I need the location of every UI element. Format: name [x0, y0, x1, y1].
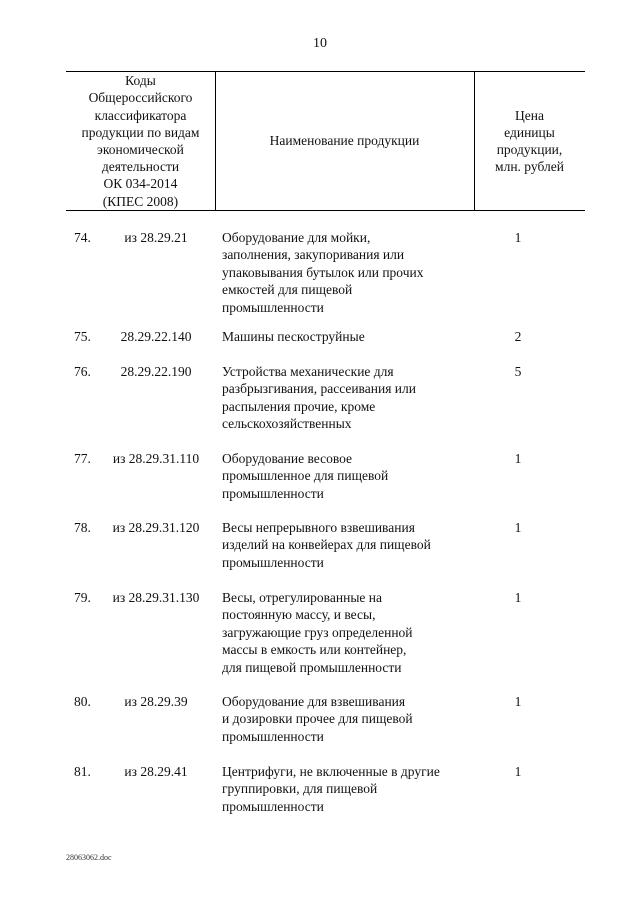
- row-code: 28.29.22.140: [120, 329, 192, 344]
- row-name-line: Оборудование весовое: [222, 451, 353, 466]
- row-name-line: Машины пескоструйные: [222, 329, 365, 344]
- header-price-line: единицы: [504, 124, 555, 140]
- row-number: 80.: [74, 694, 91, 709]
- row-name-line: сельскохозяйственных: [222, 416, 352, 432]
- row-price: 1: [514, 230, 522, 245]
- row-name-line: Оборудование для взвешивания: [222, 694, 406, 709]
- row-name: [222, 519, 467, 571]
- row-name-line: и дозировки прочее для пищевой: [222, 711, 413, 727]
- row-code: из 28.29.21: [124, 230, 188, 245]
- row-code: из 28.29.31.120: [112, 520, 200, 535]
- row-name-line: промышленности: [222, 798, 324, 814]
- row-name-line: загружающие груз определенной: [222, 624, 413, 640]
- header-price-line: Цена: [515, 107, 544, 123]
- row-name: [222, 229, 467, 316]
- header-codes-line: деятельности: [101, 159, 180, 175]
- header-price-line: продукции,: [496, 142, 563, 157]
- row-number: 79.: [74, 590, 91, 605]
- row-name: [222, 363, 467, 433]
- row-price: 1: [514, 451, 522, 466]
- row-name-line: упаковывания бутылок или прочих: [222, 264, 424, 280]
- row-price: 1: [514, 764, 522, 779]
- header-codes-line: ОК 034-2014: [103, 176, 178, 192]
- row-name-line: промышленное для пищевой: [222, 468, 389, 484]
- header-codes-line: Общероссийского: [88, 90, 193, 106]
- row-price: 5: [514, 364, 522, 379]
- row-number: 78.: [74, 520, 91, 535]
- row-name-line: группировки, для пищевой: [222, 781, 378, 797]
- row-code: 28.29.22.190: [120, 364, 192, 379]
- row-name-line: Центрифуги, не включенные в другие: [222, 764, 440, 779]
- row-name: [222, 328, 467, 345]
- row-name-line: Весы непрерывного взвешивания: [222, 520, 415, 535]
- row-number: 77.: [74, 451, 91, 466]
- row-price: 1: [514, 590, 522, 605]
- row-name-line: массы в емкость или контейнер,: [222, 642, 407, 658]
- row-name: [222, 763, 467, 815]
- row-name-line: изделий на конвейерах для пищевой: [222, 537, 431, 553]
- page-number: 10: [313, 36, 327, 51]
- row-price: 1: [514, 694, 522, 709]
- row-code: из 28.29.41: [124, 764, 188, 779]
- header-codes-line: (КПЕС 2008): [102, 193, 179, 209]
- row-number: 75.: [74, 329, 91, 344]
- row-number: 74.: [74, 230, 91, 245]
- row-name-line: емкостей для пищевой: [222, 282, 353, 298]
- header-name: Наименование продукции: [269, 133, 420, 149]
- row-price: 1: [514, 520, 522, 535]
- row-name-line: промышленности: [222, 554, 324, 570]
- header-price: [474, 72, 585, 210]
- row-name-line: Устройства механические для: [222, 364, 394, 379]
- row-name-line: промышленности: [222, 299, 324, 315]
- row-code: из 28.29.39: [124, 694, 188, 709]
- row-name-line: Весы, отрегулированные на: [222, 590, 382, 605]
- row-name-line: Оборудование для мойки,: [222, 230, 371, 245]
- row-name-line: распыления прочие, кроме: [222, 398, 376, 414]
- row-name-line: разбрызгивания, рассеивания или: [222, 381, 416, 397]
- row-name: [222, 693, 467, 745]
- row-number: 76.: [74, 364, 91, 379]
- header-bottom-rule: [66, 210, 585, 211]
- header-codes-line: экономической: [97, 142, 184, 157]
- row-name-line: заполнения, закупоривания или: [222, 247, 405, 263]
- row-price: 2: [514, 329, 522, 344]
- header-codes-line: классификатора: [94, 107, 187, 123]
- row-code: из 28.29.31.110: [112, 451, 200, 466]
- row-name-line: промышленности: [222, 485, 324, 501]
- header-codes-line: продукции по видам: [81, 124, 200, 140]
- row-code: из 28.29.31.130: [112, 590, 200, 605]
- header-codes: [66, 72, 215, 210]
- row-name: [222, 450, 467, 502]
- row-name-line: постоянную массу, и весы,: [222, 607, 376, 623]
- footer-filename: 28063062.doc: [66, 853, 112, 862]
- row-number: 81.: [74, 764, 91, 779]
- row-name: [222, 589, 467, 676]
- header-codes-line: Коды: [125, 73, 156, 89]
- header-price-line: млн. рублей: [495, 159, 564, 175]
- row-name-line: промышленности: [222, 728, 324, 744]
- row-name-line: для пищевой промышленности: [222, 659, 402, 675]
